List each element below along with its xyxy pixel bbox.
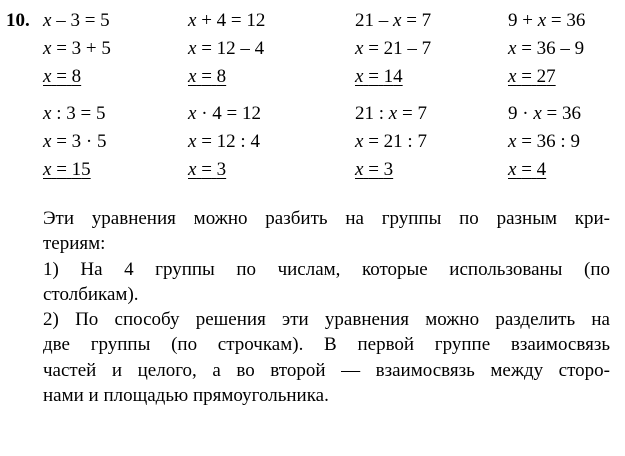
explanation-text bbox=[43, 206, 610, 408]
equation-block bbox=[43, 8, 193, 92]
equation-step: 9 + x = 36 bbox=[508, 10, 586, 31]
equation-step: 9 · x = 36 bbox=[508, 103, 581, 124]
equation-block bbox=[43, 101, 193, 185]
equation-block bbox=[355, 8, 505, 92]
equation-step: x + 4 = 12 bbox=[188, 10, 266, 31]
explanation-point-2 bbox=[43, 307, 610, 408]
explanation-intro bbox=[43, 206, 610, 257]
text-line: частей и целого, а во второй — взаимосвязь между сторо- bbox=[43, 359, 610, 381]
equation-step: x = 12 – 4 bbox=[188, 38, 265, 59]
equation-step: x = 3 · 5 bbox=[43, 131, 107, 152]
equation-step: x : 3 = 5 bbox=[43, 103, 106, 124]
equation-answer: x = 15 bbox=[43, 159, 91, 180]
equation-block bbox=[508, 101, 625, 185]
equation-step: x = 36 – 9 bbox=[508, 38, 585, 59]
equation-answer: x = 4 bbox=[508, 159, 547, 180]
text-line: две группы (по строчкам). В первой группе взаимосвязь bbox=[43, 334, 610, 356]
equation-step: x · 4 = 12 bbox=[188, 103, 261, 124]
text-line: Эти уравнения можно разбить на группы по разным кри- bbox=[43, 208, 610, 229]
equation-step: 21 : x = 7 bbox=[355, 103, 427, 124]
equation-step: x = 3 + 5 bbox=[43, 38, 111, 59]
explanation-point-1 bbox=[43, 257, 610, 308]
equation-block bbox=[188, 8, 338, 92]
equation-step: x = 21 – 7 bbox=[355, 38, 432, 59]
text-line: столбикам). bbox=[43, 283, 139, 305]
equation-answer: x = 8 bbox=[188, 66, 227, 87]
equation-block bbox=[508, 8, 625, 92]
equation-step: 21 – x = 7 bbox=[355, 10, 432, 31]
equation-answer: x = 3 bbox=[355, 159, 394, 180]
equation-step: x = 21 : 7 bbox=[355, 131, 427, 152]
equation-answer: x = 3 bbox=[188, 159, 227, 180]
text-line: нами и площадью прямоугольника. bbox=[43, 385, 329, 407]
text-line: 2) По способу решения эти уравнения можно разделить на bbox=[43, 309, 610, 331]
equation-answer: x = 14 bbox=[355, 66, 403, 87]
equation-step: x = 36 : 9 bbox=[508, 131, 580, 152]
equation-block bbox=[355, 101, 505, 185]
problem-number: 10. bbox=[6, 10, 30, 31]
text-line: 1) На 4 группы по числам, которые использованы (по bbox=[43, 258, 610, 280]
equation-step: x = 12 : 4 bbox=[188, 131, 260, 152]
equation-block bbox=[188, 101, 338, 185]
text-line: териям: bbox=[43, 233, 106, 255]
equation-answer: x = 27 bbox=[508, 66, 556, 87]
equation-step: x – 3 = 5 bbox=[43, 10, 110, 31]
equation-answer: x = 8 bbox=[43, 66, 82, 87]
